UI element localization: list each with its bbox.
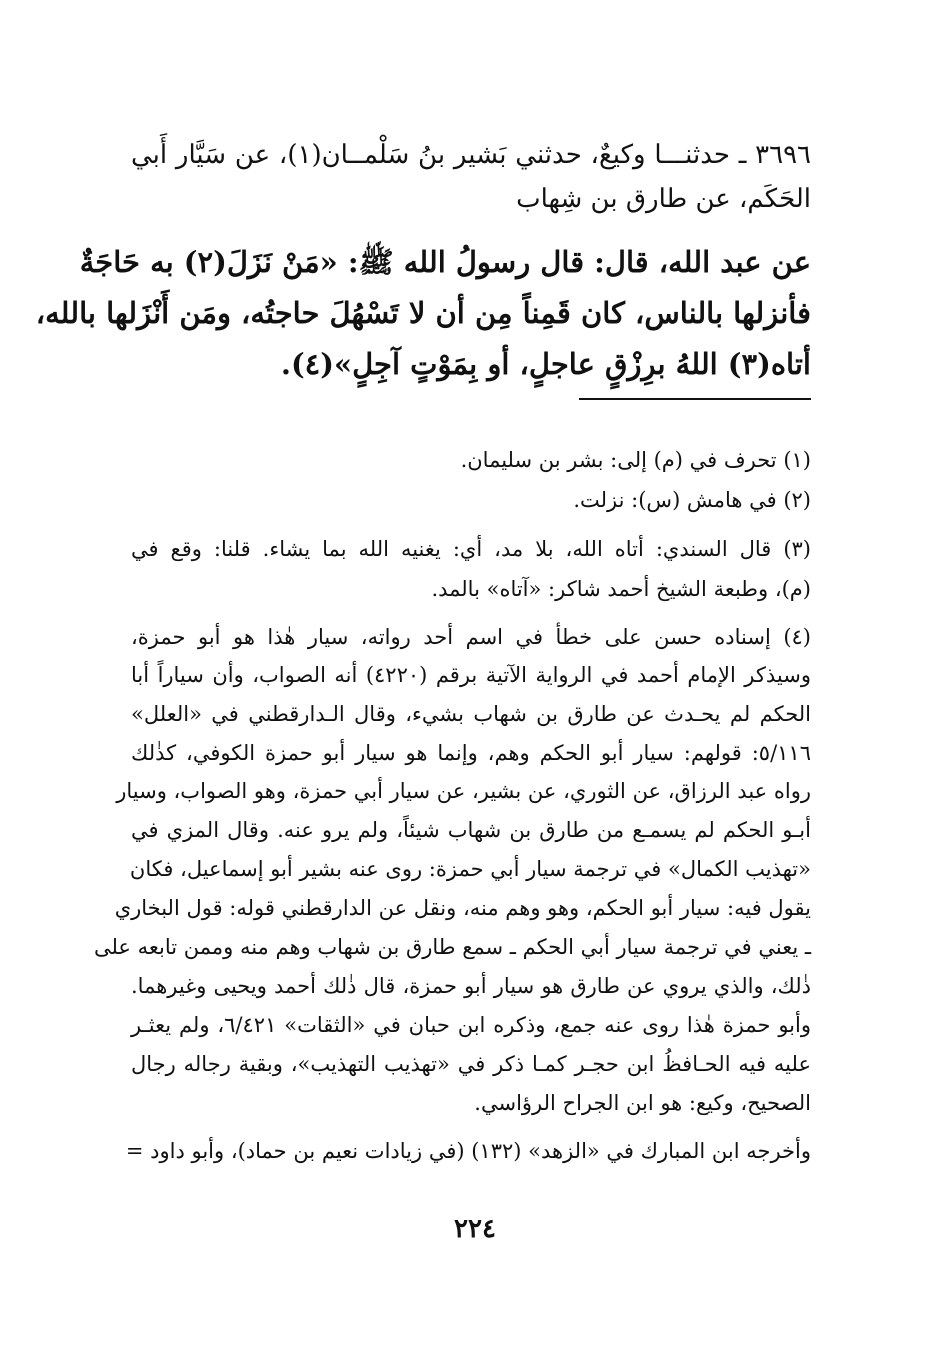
footnote-line: وأخرجه ابن المبارك في «الزهد» (١٣٢) (في زيادات نعيم بن حماد)، وأبو داود =: [125, 1139, 811, 1163]
footnote-line: (٣) قال السندي: أتاه الله، بلا مد، أي: يغنيه الله بما يشاء. قلنا: وقع في: [131, 537, 811, 561]
footnote-line: رواه عبد الرزاق، عن الثوري، عن بشير، عن سيار أبي حمزة، وهو الصواب، وسيار: [116, 779, 811, 803]
footnote-line: أبـو الحكم لم يسمـع من طارق بن شهاب شيئاً، ولم يرو عنه. وقال المزي في: [131, 818, 811, 842]
footnote-line: (٢) في هامش (س): نزلت.: [573, 488, 811, 512]
hadith-matn-line: فأنزلها بالناس، كان قَمِناً مِن أن لا تَسْهُلَ حاجتُه، ومَن أَنْزَلها بالله،: [35, 296, 811, 330]
isnad-line: الحَكَم، عن طارق بن شِهاب: [516, 184, 811, 214]
footnote-line: (م)، وطبعة الشيخ أحمد شاكر: «آتاه» بالمد.: [431, 577, 811, 601]
page-number: ٢٢٤: [454, 1214, 496, 1244]
footnote-line: ـ يعني في ترجمة سيار أبي الحكم ـ سمع طارق بن شهاب وهم منه وممن تابعه على: [93, 935, 811, 959]
footnote-line: عليه فيه الحـافظُ ابن حجـر كمـا ذكر في «تهذيب التهذيب»، وبقية رجاله رجال: [131, 1052, 811, 1076]
footnote-line: الصحيح، وكيع: هو ابن الجراح الرؤاسي.: [474, 1091, 811, 1115]
footnote-line: الحكم لم يحـدث عن طارق بن شهاب بشيء، وقال الـدارقطني في «العلل»: [131, 702, 811, 726]
footnote-line: يقول فيه: سيار أبو الحكم، وهو وهم منه، ونقل عن الدارقطني قوله: قول البخاري: [114, 896, 811, 920]
footnote-separator: [579, 398, 811, 400]
footnote-line: وسيذكر الإمام أحمد في الرواية الآتية برقم (٤٢٢٠) أنه الصواب، وأن سياراً أبا: [131, 663, 811, 687]
footnote-line: وأبو حمزة هٰذا روى عنه جمع، وذكره ابن حبان في «الثقات» ٦/٤٢١، ولم يعثـر: [131, 1013, 811, 1037]
footnote-line: (٤) إسناده حسن على خطأ في اسم أحد رواته، سيار هٰذا هو أبو حمزة،: [131, 625, 811, 649]
hadith-matn-line: أتاه(٣) اللهُ برِزْقٍ عاجلٍ، أو بِمَوْتٍ آجِلٍ»(٤).: [280, 347, 811, 381]
footnote-line: «تهذيب الكمال» في ترجمة سيار أبي حمزة: روى عنه بشير أبو إسماعيل، فكان: [129, 857, 811, 881]
footnote-line: ذٰلك، والذي يروي عن طارق هو سيار أبو حمزة، قال ذٰلك أحمد ويحيى وغيرهما.: [131, 974, 811, 998]
footnote-line: (١) تحرف في (م) إلى: بشر بن سليمان.: [460, 448, 811, 472]
hadith-matn-line: عن عبد الله، قال: قال رسولُ الله ﷺ: «مَنْ نَزَلَ(٢) به حَاجَةٌ: [79, 245, 811, 279]
footnote-line: ٥/١١٦: قولهم: سيار أبو الحكم وهم، وإنما هو سيار أبو حمزة الكوفي، كذٰلك: [131, 741, 811, 765]
isnad-line: ٣٦٩٦ ـ حدثنـــا وكيعٌ، حدثني بَشير بنُ سَلْمــان(١)، عن سَيَّار أَبي: [131, 140, 811, 170]
